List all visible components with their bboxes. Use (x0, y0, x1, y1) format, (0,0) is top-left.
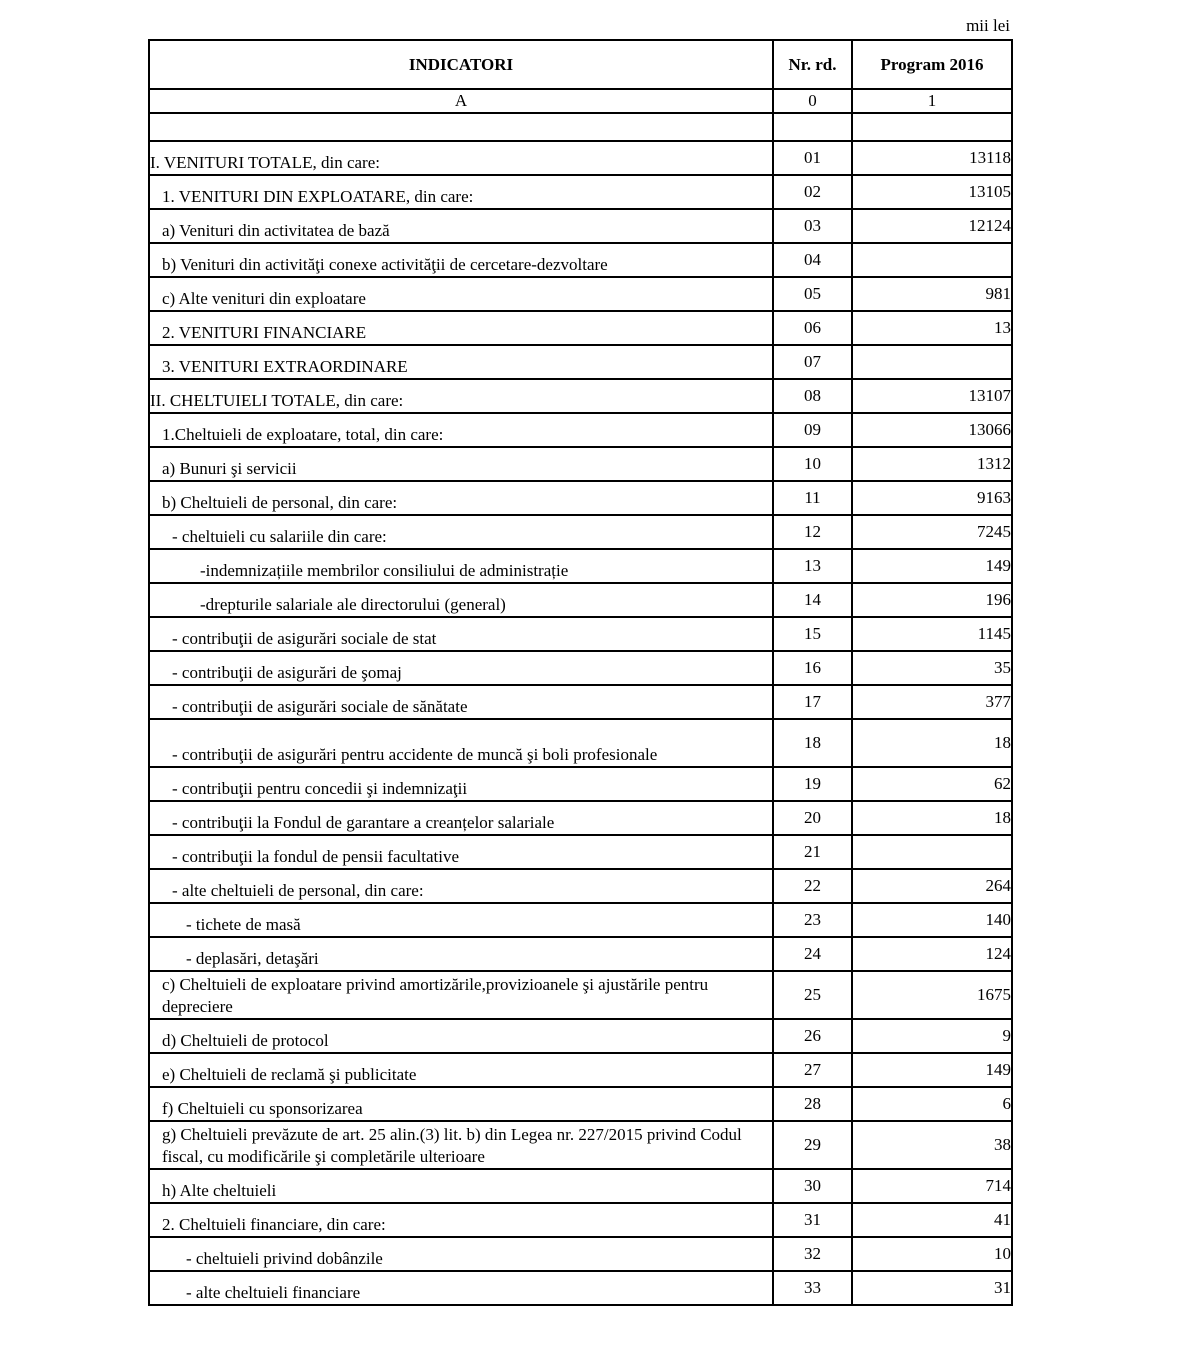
program-value: 9 (852, 1019, 1012, 1053)
indicator-label: h) Alte cheltuieli (149, 1169, 773, 1203)
indicator-label: - cheltuieli privind dobânzile (149, 1237, 773, 1271)
row-number: 01 (773, 141, 852, 175)
program-value: 62 (852, 767, 1012, 801)
table-row (149, 903, 1012, 937)
program-value: 149 (852, 549, 1012, 583)
program-value: 41 (852, 1203, 1012, 1237)
subheader-1: 1 (852, 89, 1012, 113)
indicator-label: 2. Cheltuieli financiare, din care: (149, 1203, 773, 1237)
table-row (149, 835, 1012, 869)
subheader-row (149, 89, 1012, 113)
row-number: 10 (773, 447, 852, 481)
program-value: 13 (852, 311, 1012, 345)
indicator-label: - contribuţii la fondul de pensii facultative (149, 835, 773, 869)
row-number: 25 (773, 971, 852, 1019)
header-indicatori: INDICATORI (149, 40, 773, 89)
program-value: 38 (852, 1121, 1012, 1169)
row-number: 26 (773, 1019, 852, 1053)
row-number: 13 (773, 549, 852, 583)
row-number: 17 (773, 685, 852, 719)
program-value: 13105 (852, 175, 1012, 209)
table-row (149, 719, 1012, 767)
indicator-label: c) Cheltuieli de exploatare privind amortizările,provizioanele şi ajustările pentru depreciere (149, 971, 773, 1019)
program-value: 18 (852, 719, 1012, 767)
indicator-label: a) Bunuri şi servicii (149, 447, 773, 481)
table-row (149, 869, 1012, 903)
indicator-label: - contribuţii de asigurări sociale de sănătate (149, 685, 773, 719)
table-row (149, 311, 1012, 345)
program-value (852, 243, 1012, 277)
indicator-label: d) Cheltuieli de protocol (149, 1019, 773, 1053)
indicator-label: e) Cheltuieli de reclamă şi publicitate (149, 1053, 773, 1087)
row-number: 04 (773, 243, 852, 277)
program-value: 981 (852, 277, 1012, 311)
program-value: 149 (852, 1053, 1012, 1087)
program-value: 12124 (852, 209, 1012, 243)
row-number: 08 (773, 379, 852, 413)
table-row (149, 515, 1012, 549)
row-number: 30 (773, 1169, 852, 1203)
row-number: 09 (773, 413, 852, 447)
program-value: 196 (852, 583, 1012, 617)
table-row (149, 413, 1012, 447)
row-number: 23 (773, 903, 852, 937)
blank-row (149, 113, 1012, 141)
program-value: 1312 (852, 447, 1012, 481)
table-row (149, 209, 1012, 243)
subheader-a: A (149, 89, 773, 113)
subheader-0: 0 (773, 89, 852, 113)
program-value: 35 (852, 651, 1012, 685)
row-number: 22 (773, 869, 852, 903)
table-row (149, 801, 1012, 835)
indicator-label: - cheltuieli cu salariile din care: (149, 515, 773, 549)
table-row (149, 243, 1012, 277)
row-number: 21 (773, 835, 852, 869)
row-number: 16 (773, 651, 852, 685)
row-number: 12 (773, 515, 852, 549)
program-value: 377 (852, 685, 1012, 719)
indicator-label: - contribuţii de asigurări de şomaj (149, 651, 773, 685)
table-row (149, 971, 1012, 1019)
indicator-label: -indemnizațiile membrilor consiliului de administrație (149, 549, 773, 583)
indicator-label: 1. VENITURI DIN EXPLOATARE, din care: (149, 175, 773, 209)
table-row (149, 1169, 1012, 1203)
row-number: 20 (773, 801, 852, 835)
row-number: 19 (773, 767, 852, 801)
indicator-label: - contribuţii pentru concedii şi indemnizaţii (149, 767, 773, 801)
indicator-label: c) Alte venituri din exploatare (149, 277, 773, 311)
table-row (149, 141, 1012, 175)
indicator-label: I. VENITURI TOTALE, din care: (149, 141, 773, 175)
table-row (149, 685, 1012, 719)
indicator-label: II. CHELTUIELI TOTALE, din care: (149, 379, 773, 413)
program-value: 13066 (852, 413, 1012, 447)
indicator-label: - alte cheltuieli financiare (149, 1271, 773, 1305)
row-number: 06 (773, 311, 852, 345)
indicator-label: 3. VENITURI EXTRAORDINARE (149, 345, 773, 379)
table-row (149, 617, 1012, 651)
program-value: 13118 (852, 141, 1012, 175)
row-number: 29 (773, 1121, 852, 1169)
indicator-label: - alte cheltuieli de personal, din care: (149, 869, 773, 903)
program-value: 9163 (852, 481, 1012, 515)
table-row (149, 379, 1012, 413)
indicator-label: - contribuţii la Fondul de garantare a creanțelor salariale (149, 801, 773, 835)
program-value: 264 (852, 869, 1012, 903)
table-row (149, 651, 1012, 685)
row-number: 28 (773, 1087, 852, 1121)
table-row (149, 767, 1012, 801)
header-program: Program 2016 (852, 40, 1012, 89)
table-row (149, 1053, 1012, 1087)
blank-cell (852, 113, 1012, 141)
program-value: 1145 (852, 617, 1012, 651)
indicator-label: b) Venituri din activităţi conexe activităţii de cercetare-dezvoltare (149, 243, 773, 277)
indicator-label: - tichete de masă (149, 903, 773, 937)
row-number: 24 (773, 937, 852, 971)
program-value: 124 (852, 937, 1012, 971)
program-value: 13107 (852, 379, 1012, 413)
indicator-label: - contribuţii de asigurări pentru accidente de muncă şi boli profesionale (149, 719, 773, 767)
program-value: 1675 (852, 971, 1012, 1019)
table-row (149, 481, 1012, 515)
table-row (149, 175, 1012, 209)
header-row (149, 40, 1012, 89)
program-value: 7245 (852, 515, 1012, 549)
row-number: 11 (773, 481, 852, 515)
table-row (149, 1087, 1012, 1121)
indicator-label: f) Cheltuieli cu sponsorizarea (149, 1087, 773, 1121)
row-number: 15 (773, 617, 852, 651)
program-value: 18 (852, 801, 1012, 835)
header-nr-rd: Nr. rd. (773, 40, 852, 89)
table-row (149, 345, 1012, 379)
unit-label: mii lei (966, 16, 1010, 35)
indicator-label: - contribuţii de asigurări sociale de stat (149, 617, 773, 651)
budget-table (148, 39, 1013, 1306)
row-number: 33 (773, 1271, 852, 1305)
indicator-label: - deplasări, detaşări (149, 937, 773, 971)
program-value (852, 835, 1012, 869)
indicator-label: b) Cheltuieli de personal, din care: (149, 481, 773, 515)
row-number: 27 (773, 1053, 852, 1087)
row-number: 07 (773, 345, 852, 379)
table-row (149, 1237, 1012, 1271)
program-value: 714 (852, 1169, 1012, 1203)
program-value: 31 (852, 1271, 1012, 1305)
indicator-label: g) Cheltuieli prevăzute de art. 25 alin.(3) lit. b) din Legea nr. 227/2015 privind Codul fiscal, cu modificările şi completările ulterioare (149, 1121, 773, 1169)
blank-cell (773, 113, 852, 141)
row-number: 18 (773, 719, 852, 767)
table-row (149, 1019, 1012, 1053)
program-value (852, 345, 1012, 379)
program-value: 6 (852, 1087, 1012, 1121)
row-number: 32 (773, 1237, 852, 1271)
row-number: 14 (773, 583, 852, 617)
table-row (149, 549, 1012, 583)
indicator-label: -drepturile salariale ale directorului (general) (149, 583, 773, 617)
program-value: 10 (852, 1237, 1012, 1271)
table-row (149, 447, 1012, 481)
table-row (149, 1121, 1012, 1169)
indicator-label: 2. VENITURI FINANCIARE (149, 311, 773, 345)
table-row (149, 1203, 1012, 1237)
indicator-label: 1.Cheltuieli de exploatare, total, din care: (149, 413, 773, 447)
table-row (149, 277, 1012, 311)
row-number: 31 (773, 1203, 852, 1237)
row-number: 03 (773, 209, 852, 243)
table-row (149, 583, 1012, 617)
blank-cell (149, 113, 773, 141)
table-row (149, 937, 1012, 971)
row-number: 02 (773, 175, 852, 209)
table-row (149, 1271, 1012, 1305)
row-number: 05 (773, 277, 852, 311)
program-value: 140 (852, 903, 1012, 937)
indicator-label: a) Venituri din activitatea de bază (149, 209, 773, 243)
